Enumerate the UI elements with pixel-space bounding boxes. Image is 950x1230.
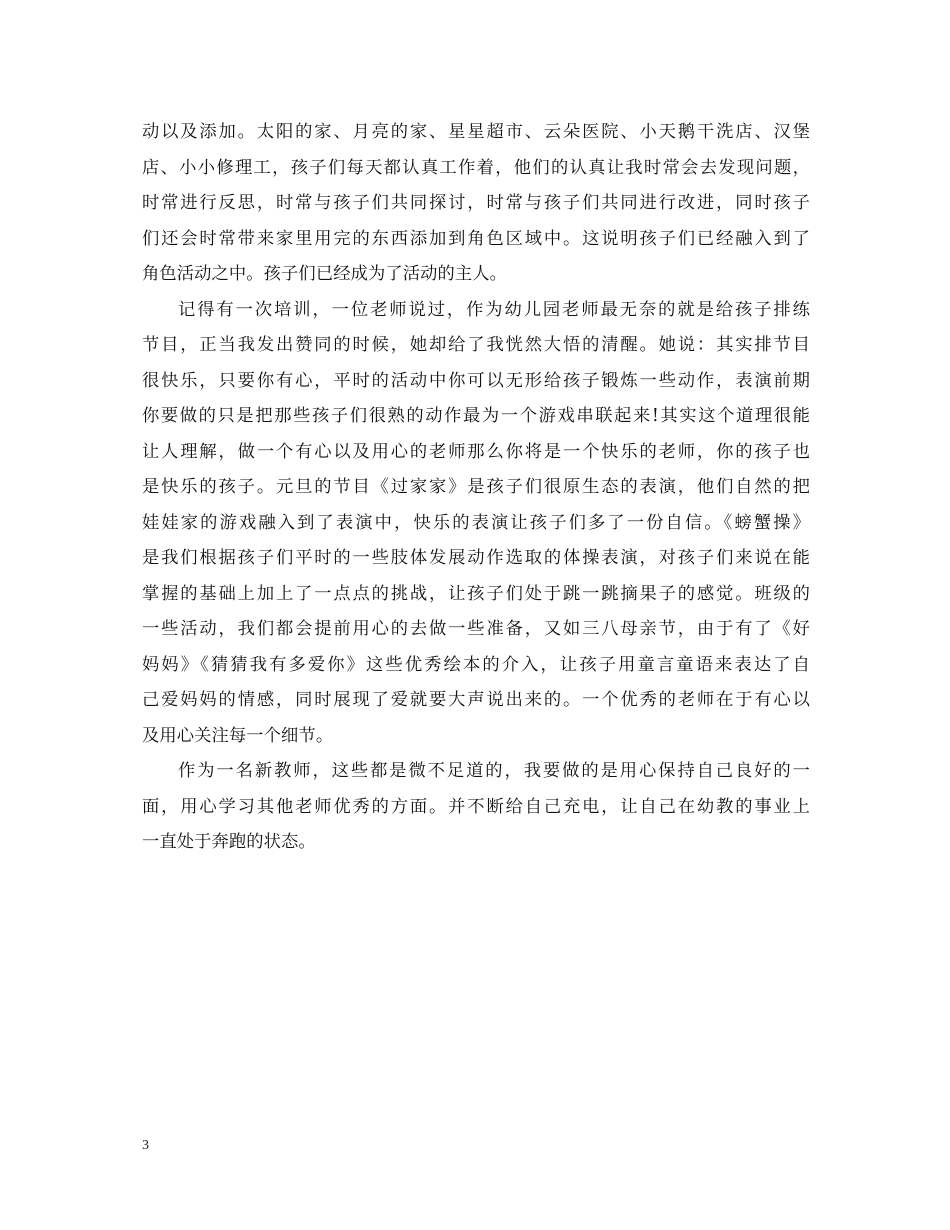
text-line: 们还会时常带来家里用完的东西添加到角色区域中。这说明孩子们已经融入到了 — [142, 228, 810, 249]
text-line: 很快乐，只要你有心，平时的活动中你可以无形给孩子锻炼一些动作，表演前期 — [142, 370, 810, 391]
text-line: 你要做的只是把那些孩子们很熟的动作最为一个游戏串联起来!其实这个道理很能 — [142, 406, 810, 426]
text-line: 节目，正当我发出赞同的时候，她却给了我恍然大悟的清醒。她说：其实排节目 — [142, 335, 810, 355]
text-line: 己爱妈妈的情感，同时展现了爱就要大声说出来的。一个优秀的老师在于有心以 — [142, 690, 810, 710]
text-line: 动以及添加。太阳的家、月亮的家、星星超市、云朵医院、小天鹅干洗店、汉堡 — [142, 122, 810, 142]
text-line: 面，用心学习其他老师优秀的方面。并不断给自己充电，让自己在幼教的事业上 — [142, 796, 810, 817]
page-number: 3 — [142, 1138, 149, 1153]
text-line: 及用心关注每一个细节。 — [142, 725, 334, 746]
text-line: 妈妈》《猜猜我有多爱你》这些优秀绘本的介入，让孩子用童言童语来表达了自 — [142, 654, 810, 675]
text-line: 记得有一次培训，一位老师说过，作为幼儿园老师最无奈的就是给孩子排练 — [178, 299, 810, 320]
text-line: 让人理解，做一个有心以及用心的老师那么你将是一个快乐的老师，你的孩子也 — [142, 441, 810, 462]
text-line: 作为一名新教师，这些都是微不足道的，我要做的是用心保持自己良好的一 — [178, 761, 810, 781]
text-line: 娃娃家的游戏融入到了表演中，快乐的表演让孩子们多了一份自信。《螃蟹操》 — [142, 512, 810, 533]
text-line: 时常进行反思，时常与孩子们共同探讨，时常与孩子们共同进行改进，同时孩子 — [142, 193, 810, 213]
text-line: 是快乐的孩子。元旦的节目《过家家》是孩子们很原生态的表演，他们自然的把 — [142, 477, 810, 497]
text-line: 一些活动，我们都会提前用心的去做一些准备，又如三八母亲节，由于有了《好 — [142, 619, 810, 639]
text-line: 是我们根据孩子们平时的一些肢体发展动作选取的体操表演，对孩子们来说在能 — [142, 548, 810, 568]
body-text — [142, 115, 810, 861]
text-line: 一直处于奔跑的状态。 — [142, 832, 316, 852]
text-line: 店、小小修理工，孩子们每天都认真工作着，他们的认真让我时常会去发现问题， — [142, 157, 810, 178]
text-line: 掌握的基础上加上了一点点的挑战，让孩子们处于跳一跳摘果子的感觉。班级的 — [142, 583, 810, 604]
text-line: 角色活动之中。孩子们已经成为了活动的主人。 — [142, 264, 508, 284]
